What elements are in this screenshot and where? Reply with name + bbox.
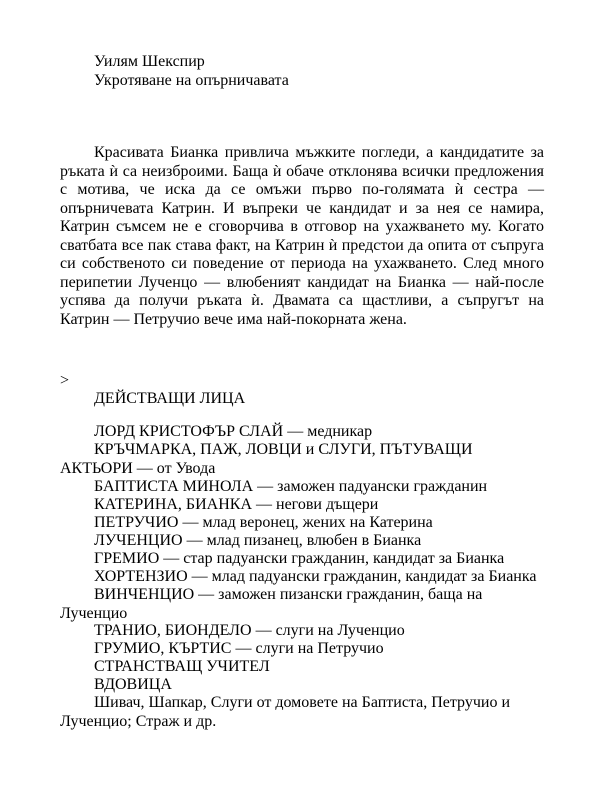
cast-entry: ВИНЧЕНЦИО — заможен пизански гражданин, баща на Лученцио (60, 586, 483, 622)
play-title: Укротяване на опърничавата (94, 72, 289, 89)
cast-entry: КРЪЧМАРКА, ПАЖ, ЛОВЦИ и СЛУГИ, ПЪТУВАЩИ АКТЬОРИ — от Увода (60, 441, 473, 477)
cast-entry: Шивач, Шапкар, Слуги от домовете на Баптиста, Петручио и Лученцио; Страж и др. (60, 694, 511, 730)
cast-heading: ДЕЙСТВАЩИ ЛИЦА (94, 390, 246, 407)
cast-entry: ЛОРД КРИСТОФЪР СЛАЙ — медникар (94, 423, 373, 440)
cast-entry: ТРАНИО, БИОНДЕЛО — слуги на Лученцио (94, 622, 405, 639)
cast-entry: ЛУЧЕНЦИО — млад пизанец, влюбен в Бианка (94, 532, 422, 549)
summary-paragraph: Красивата Бианка привлича мъжките погледи, а кандидатите за ръката ѝ са неизброими. Баща ѝ обаче отклонява всички предложения с мотива, че иска да се омъжи първо по-голямата ѝ сестра — опърничевата Катрин. И въпреки че кандидат и за нея се намира, Катрин съмсем не е сговорчива в отговор на ухажването му. Когато сватбата все пак става факт, на Катрин ѝ предстои да опита от съпруга си собственото си поведение от периода на ухажването. След много перипетии Лученцо — влюбеният кандидат на Бианка — най-после успява да получи ръката ѝ. Двамата са щастливи, а съпругът на Катрин — Петручио вече има най-покорната жена. (60, 144, 544, 328)
cast-entry: ВДОВИЦА (94, 676, 172, 693)
author-name: Уилям Шекспир (94, 53, 205, 70)
section-marker: > (60, 372, 70, 389)
cast-entry: ХОРТЕНЗИО — млад падуански гражданин, кандидат за Бианка (94, 568, 537, 585)
cast-entry: ГРЕМИО — стар падуански гражданин, кандидат за Бианка (94, 550, 505, 567)
cast-entry: ПЕТРУЧИО — млад веронец, жених на Катерина (94, 514, 433, 531)
cast-entry: ГРУМИО, КЪРТИС — слуги на Петручио (94, 640, 384, 657)
cast-entry: СТРАНСТВАЩ УЧИТЕЛ (94, 658, 270, 675)
cast-entry: БАПТИСТА МИНОЛА — заможен падуански гражданин (94, 478, 488, 495)
cast-entry: КАТЕРИНА, БИАНКА — негови дъщери (94, 496, 379, 513)
